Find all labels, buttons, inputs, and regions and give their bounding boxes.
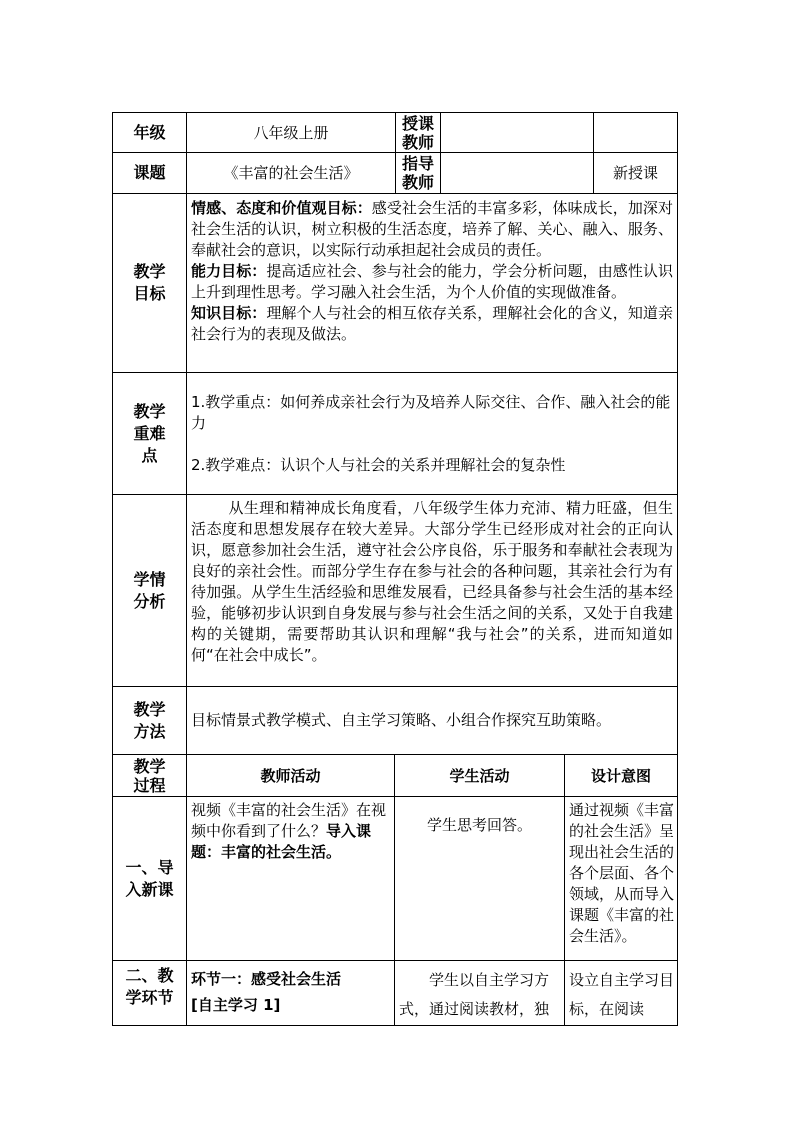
section2-teacher-line1: 环节一：感受社会生活	[191, 970, 342, 988]
process-label: 教学过程	[133, 756, 166, 795]
section2-student-activity: 学生以自主学习方式，通过阅读教材，独	[399, 971, 550, 1018]
key-point-2: 2.教学难点：认识个人与社会的关系并理解社会的复杂性	[191, 456, 566, 474]
intro-design-intent: 通过视频《丰富的社会生活》呈现出社会生活的各个层面、各个领域，从而导入课题《丰富的社会生活》。	[569, 801, 675, 945]
emotion-goal-text: 感受社会生活的丰富多彩，体味成长，加深对社会生活的认识，树立积极的生活态度，培养了解、关心、融入、服务、奉献社会的意识，以实际行动承担起社会成员的责任。	[191, 199, 673, 259]
row-divider	[112, 372, 678, 373]
row-divider	[112, 686, 678, 687]
section2-teacher-line2: [自主学习 1]	[191, 996, 281, 1014]
lesson-type: 新授课	[612, 164, 658, 182]
column-divider	[677, 112, 678, 1026]
key-points-label: 教学重难点	[133, 401, 166, 465]
topic-value: 《丰富的社会生活》	[223, 164, 359, 182]
intro-student-activity: 学生思考回答。	[426, 816, 532, 834]
intro-teacher-bold: 导入课题：丰富的社会生活。	[191, 822, 372, 861]
analysis-text: 从生理和精神成长角度看，八年级学生体力充沛、精力旺盛，但生活态度和思想发展存在较大差异。大部分学生已经形成对社会的正向认识，愿意参加社会生活，遵守社会公序良俗，乐于服务和奉献社会表现为良好的亲社会性。而部分学生存在参与社会的各种问题，其亲社会行为有待加强。从学生生活经验和思维发展看，已经具备参与社会生活的基本经验，能够初步认识到自身发展与参与社会生活之间的关系，又处于自我建构的关键期，需要帮助其认识和理解“我与社会”的关系，进而知道如何“在社会中成长”。	[191, 499, 673, 664]
grade-label: 年级	[133, 122, 166, 142]
section2-teacher-activity	[191, 966, 391, 1024]
intro-teacher-text: 视频《丰富的社会生活》在视频中你看到了什么？	[191, 801, 387, 840]
row-divider	[112, 494, 678, 495]
emotion-goal-heading: 情感、态度和价值观目标：	[191, 199, 372, 217]
guide-value	[441, 153, 593, 193]
teacher-value	[441, 113, 593, 152]
table-border-bottom	[112, 1025, 678, 1026]
knowledge-goal-text: 理解个人与社会的相互依存关系，理解社会化的含义，知道亲社会行为的表现及做法。	[191, 304, 673, 343]
student-activity-header: 学生活动	[449, 766, 510, 785]
section2-design-intent: 设立自主学习目标，在阅读	[569, 971, 675, 1018]
goals-label: 教学目标	[133, 262, 166, 303]
grade-value: 八年级上册	[253, 123, 329, 142]
row-divider	[112, 796, 678, 797]
teacher-label: 授课教师	[401, 113, 434, 152]
section2-label: 二、教学环节	[125, 966, 174, 1007]
ability-goal-text: 提高适应社会、参与社会的能力，学会分析问题，由感性认识上升到理性思考。学习融入社会生活，为个人价值的实现做准备。	[191, 262, 673, 301]
teacher-activity-header: 教师活动	[260, 766, 321, 785]
design-intent-header: 设计意图	[590, 766, 651, 785]
analysis-label: 学情分析	[133, 569, 166, 611]
topic-label: 课题	[133, 163, 166, 182]
row-divider	[112, 960, 678, 961]
column-divider	[186, 112, 187, 1026]
intro-teacher-activity	[191, 800, 391, 958]
method-label: 教学方法	[133, 699, 166, 741]
key-point-1: 1.教学重点：如何养成亲社会行为及培养人际交往、合作、融入社会的能力	[191, 393, 671, 432]
guide-label: 指导教师	[401, 154, 434, 192]
extra-value	[594, 113, 677, 152]
ability-goal-heading: 能力目标：	[191, 262, 267, 280]
knowledge-goal-heading: 知识目标：	[191, 304, 267, 322]
goals-content	[191, 198, 673, 370]
method-text: 目标情景式教学模式、自主学习策略、小组合作探究互助策略。	[191, 711, 612, 729]
intro-label: 一、导入新课	[125, 857, 174, 899]
